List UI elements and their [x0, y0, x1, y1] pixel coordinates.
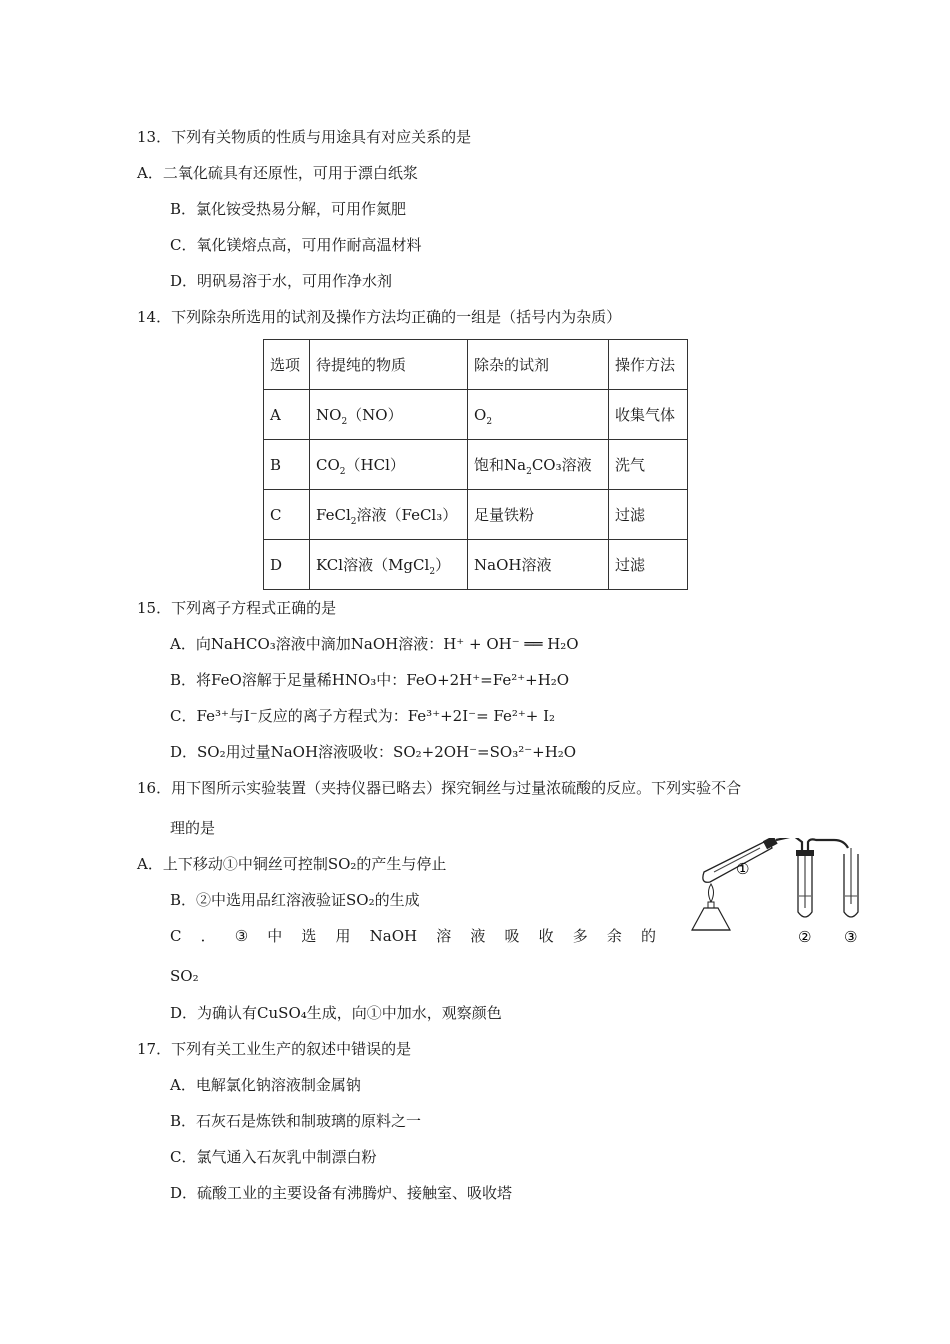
cell-option: C	[264, 490, 310, 540]
figure-label-3: ③	[844, 928, 858, 946]
cell-reagent: $O_2$	[468, 390, 609, 440]
table-row	[264, 490, 688, 540]
table-header-row	[264, 340, 688, 390]
test-tube-2-icon	[796, 850, 814, 917]
q17-option-a: A．电解氯化钠溶液制金属钠	[170, 1076, 361, 1094]
cell-option: B	[264, 440, 310, 490]
cell-method: 收集气体	[609, 390, 688, 440]
cell-method: 过滤	[609, 540, 688, 590]
q16-stem-cont: 理的是	[170, 819, 216, 837]
cell-reagent: 饱和$Na_2CO_3$溶液	[468, 440, 609, 490]
cell-option: A	[264, 390, 310, 440]
q16-stem: 16．用下图所示实验装置（夹持仪器已略去）探究铜丝与过量浓硫酸的反应。下列实验不合	[137, 779, 742, 797]
header-option: 选项	[264, 340, 310, 390]
q14-table	[263, 339, 688, 590]
header-substance: 待提纯的物质	[310, 340, 468, 390]
q15-option-c: C．Fe³⁺与I⁻反应的离子方程式为：Fe³⁺+2I⁻= Fe²⁺+ I₂	[170, 707, 556, 725]
q14-stem: 14．下列除杂所选用的试剂及操作方法均正确的一组是（括号内为杂质）	[137, 308, 622, 326]
cell-substance: $CO_2(HCl)$	[310, 440, 468, 490]
q13-option-d: D．明矾易溶于水，可用作净水剂	[170, 272, 393, 290]
figure-label-1: ①	[736, 860, 750, 878]
q13-option-b: B．氯化铵受热易分解，可用作氮肥	[170, 200, 407, 218]
q16-option-b: B．②中选用品红溶液验证SO₂的生成	[170, 891, 420, 909]
q15-option-a: A．向NaHCO₃溶液中滴加NaOH溶液：H⁺ + OH⁻ ══ H₂O	[170, 635, 579, 653]
cell-reagent: 足量铁粉	[468, 490, 609, 540]
cell-substance: FeCl$_2$溶液（FeCl₃）	[310, 490, 468, 540]
q17-option-d: D．硫酸工业的主要设备有沸腾炉、接触室、吸收塔	[170, 1184, 513, 1202]
q15-stem: 15．下列离子方程式正确的是	[137, 599, 337, 617]
cell-method: 洗气	[609, 440, 688, 490]
q16-option-c: C ． ③ 中 选 用 NaOH 溶 液 吸 收 多 余 的	[170, 927, 656, 945]
table-row	[264, 540, 688, 590]
experiment-apparatus-figure	[684, 838, 864, 948]
figure-label-2: ②	[798, 928, 812, 946]
alcohol-lamp-icon	[692, 884, 730, 930]
q16-option-a: A．上下移动①中铜丝可控制SO₂的产生与停止	[137, 855, 447, 873]
cell-method: 过滤	[609, 490, 688, 540]
q17-option-b: B．石灰石是炼铁和制玻璃的原料之一	[170, 1112, 422, 1130]
q15-option-b: B．将FeO溶解于足量稀HNO₃中：FeO+2H⁺=Fe²⁺+H₂O	[170, 671, 570, 689]
q17-stem: 17．下列有关工业生产的叙述中错误的是	[137, 1040, 412, 1058]
cell-option: D	[264, 540, 310, 590]
header-reagent: 除杂的试剂	[468, 340, 609, 390]
table-row	[264, 390, 688, 440]
q13-option-a: A．二氧化硫具有还原性，可用于漂白纸浆	[137, 164, 418, 182]
q13-option-c: C．氧化镁熔点高，可用作耐高温材料	[170, 236, 422, 254]
cell-reagent: NaOH溶液	[468, 540, 609, 590]
cell-substance: $NO_2(NO)$	[310, 390, 468, 440]
header-method: 操作方法	[609, 340, 688, 390]
q15-option-d: D．SO₂用过量NaOH溶液吸收：SO₂+2OH⁻=SO₃²⁻+H₂O	[170, 743, 577, 761]
table-row	[264, 440, 688, 490]
q16-option-c-tail: SO₂	[170, 967, 199, 985]
test-tube-3-icon	[844, 848, 858, 917]
q17-option-c: C．氯气通入石灰乳中制漂白粉	[170, 1148, 377, 1166]
q16-option-d: D．为确认有CuSO₄生成，向①中加水，观察颜色	[170, 1004, 502, 1022]
cell-substance: KCl溶液（MgCl$_2$）	[310, 540, 468, 590]
q13-stem: 13．下列有关物质的性质与用途具有对应关系的是	[137, 128, 472, 146]
